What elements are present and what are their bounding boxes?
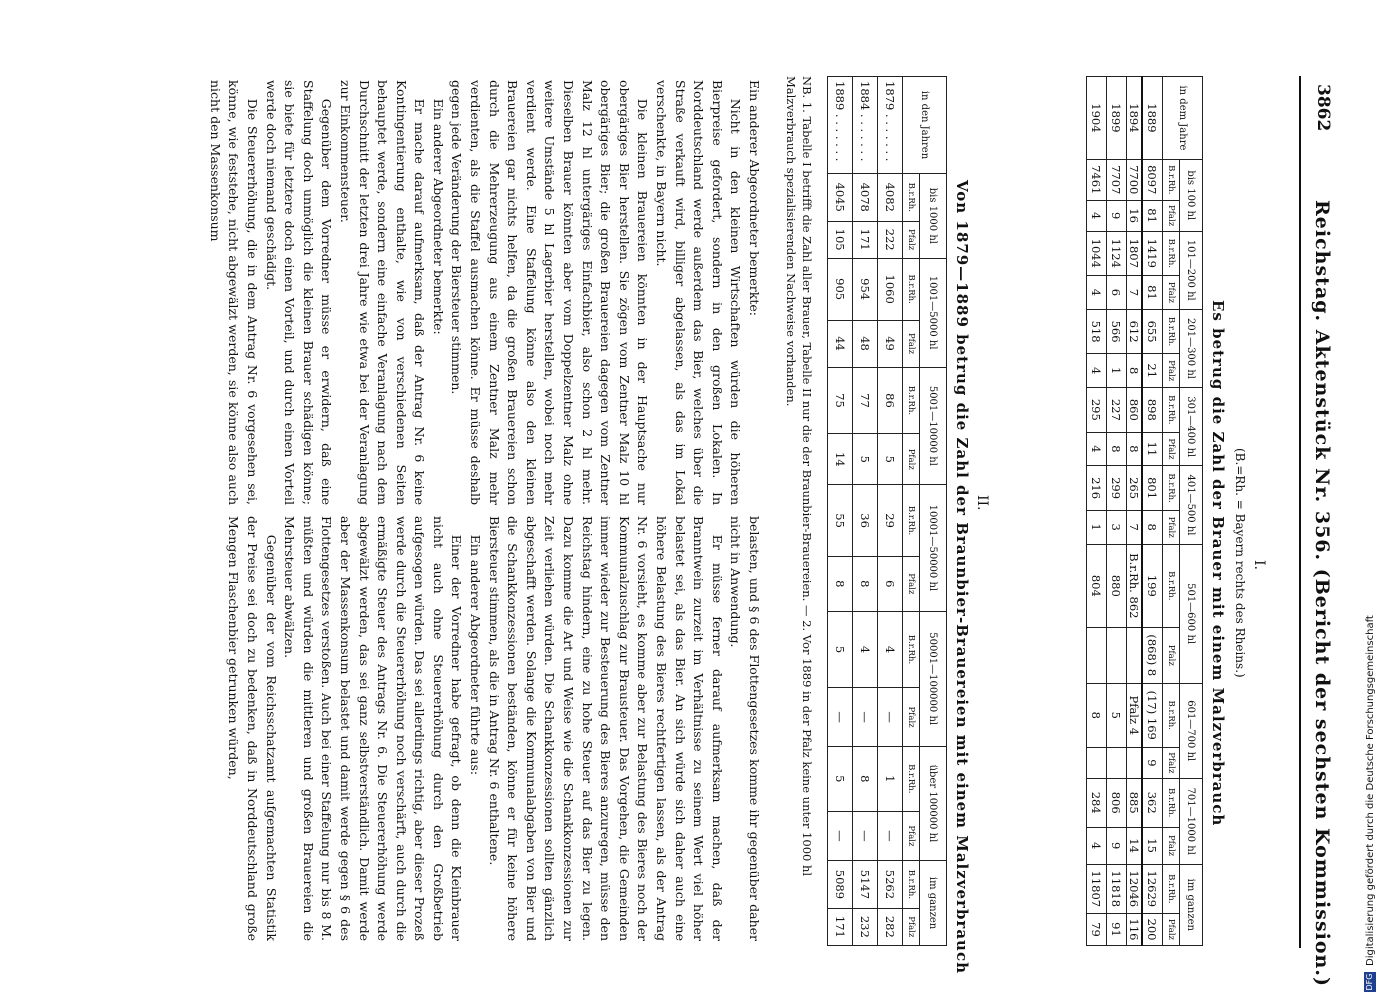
table-cell: 7700 [1127, 159, 1143, 200]
table-cell: 655 [1142, 309, 1163, 353]
section-1-title: Es betrug die Zahl der Brauer mit einem Malzverbrauch [1209, 300, 1227, 827]
table-cell: 265 [1127, 466, 1143, 510]
table-cell: 5 [878, 434, 903, 485]
paragraph: Er mache darauf aufmerksam, daß der Antrag Nr. 6 keine Kontingentierung enthalte, wie von verschiedenen Seiten behauptet werde, sondern eine einfache Veranlagung nach dem Durchschnitt der letzten drei Jahre wie etwa bei der Veranlagung zur Einkommensteuer. [337, 80, 428, 505]
digitization-credit-text: Digitalisierung gefördert durch die Deutsche Forschungsgemeinschaft [1365, 615, 1376, 966]
table-cell: 8 [1087, 683, 1107, 747]
table-cell: 105 [828, 221, 853, 258]
table-cell: 612 [1127, 309, 1143, 353]
subheader-pfalz: Pfalz [903, 688, 920, 746]
subheader-bayern: B.r.Rh. [1163, 309, 1180, 353]
table-cell: 8 [853, 746, 878, 811]
table-cell: — [828, 688, 853, 746]
paragraph: Die Steuererhöhung, die in dem Antrag Nr. 6 vorgesehen sei, könne, wie feststehe, nicht abgewälzt werden, sie könne also auch nicht den Massenkonsum [207, 80, 260, 505]
page-number: 3862 [1313, 84, 1333, 132]
column-header-range: 301—400 hl [1180, 388, 1203, 466]
table-cell: 905 [828, 258, 853, 320]
subheader-bayern: B.r.Rh. [903, 367, 920, 434]
table-cell: 21 [1142, 354, 1163, 388]
table-cell: 282 [878, 908, 903, 945]
table-cell: 77 [853, 367, 878, 434]
column-header-range: 701—1000 hl [1180, 778, 1203, 864]
table-cell: 7707 [1107, 159, 1127, 200]
column-header-range: 10001—50000 hl [920, 485, 947, 611]
table-cell: 5 [853, 434, 878, 485]
table-cell: 5 [1107, 683, 1127, 747]
paragraph: Nicht in den kleinen Wirtschaften würden die höheren Bierpreise gefordert, sondern in den großen Lokalen. In Norddeutschland werde außerdem das Bier, welches über die Straße verkauft wird, billiger abgelassen, als das im Lokal verschenkte, in Bayern nicht. [654, 80, 744, 505]
table-cell: 36 [853, 485, 878, 557]
table-cell: 4 [853, 611, 878, 688]
table-cell: 55 [828, 485, 853, 557]
paragraph: Er müsse ferner darauf aufmerksam machen, daß der Branntwein zurzeit im Verhältnisse zu seinem Wert viel höher belastet sei, als das Bier. An sich würde sich daher auch eine höhere Belastung des Bieres rechtfertigen lassen, als der Antrag Nr. 6 vorsieht, es komme aber zur Belastung des Bieres noch der Kommunalzuschlag zur Brausteuer. Das Vorgehen, die Gemeinden immer wieder zur Besteuerung des Bieres anzuregen, müsse den Reichstag hindern, eine zu hohe Steuer auf das Bier zu legen. Dazu komme die Art und Weise wie die Schankkonzessionen zur Zeit verliehen würden. Die Schankkonzessionen sollten gänzlich abgeschafft werden. Solange die Kommunalabgaben von Bier und die Schankkonzessionen beständen, könne er für keine höhere Biersteuer stimmen, als die in Antrag Nr. 6 enthaltene. [486, 516, 725, 941]
table-cell: 295 [1087, 388, 1107, 432]
table-cell: B.r.Rh. 862 [1127, 544, 1143, 627]
subheader-pfalz: Pfalz [903, 434, 920, 485]
table-cell: 9 [1107, 827, 1127, 864]
subheader-pfalz: Pfalz [1163, 276, 1180, 310]
table-braunbier-brauereien [827, 76, 947, 946]
subheader-pfalz: Pfalz [1163, 747, 1180, 778]
table-cell: 75 [828, 367, 853, 434]
table-cell: 5089 [828, 861, 853, 909]
subheader-bayern: B.r.Rh. [1163, 466, 1180, 510]
subheader-pfalz: Pfalz [903, 908, 920, 945]
table-row [1107, 77, 1127, 946]
table-cell: 284 [1087, 778, 1107, 827]
column-header-range: 501—600 hl [1180, 544, 1203, 683]
table-cell: 11818 [1107, 864, 1127, 913]
paragraph: Gegenüber der vom Reichsschatzamt aufgemachten Statistik der Preise sei doch zu bedenken, daß in Norddeutschland große Mengen Flaschenbier getrunken würden, [226, 516, 279, 941]
table-cell: 5147 [853, 861, 878, 909]
table-cell: 232 [853, 908, 878, 945]
subheader-bayern: B.r.Rh. [903, 258, 920, 320]
table-cell: Pfalz 4 [1127, 683, 1143, 747]
table-cell: 9 [1142, 747, 1163, 778]
subheader-pfalz: Pfalz [1163, 627, 1180, 683]
row-year: 1879 . . . . . . . [878, 77, 903, 174]
subheader-bayern: B.r.Rh. [903, 174, 920, 222]
table-cell: 5262 [878, 861, 903, 909]
table-cell: — [853, 811, 878, 860]
text-column-left [205, 80, 763, 505]
paragraph: Gegenüber dem Vorredner müsse er erwidern, daß eine Staffelung doch unmöglich die kleinen Brauer schädigen könne; sie biete für letztere doch einen Vorteil, und durch einen Vorteil werde doch niemand geschädigt. [263, 80, 335, 505]
table-cell: 86 [878, 367, 903, 434]
table-cell: 8 [1127, 354, 1143, 388]
subheader-bayern: B.r.Rh. [1163, 544, 1180, 627]
column-header-year: in den Jahren [903, 77, 947, 174]
column-header-range: 1001—5000 hl [920, 258, 947, 367]
table-cell: 880 [1107, 544, 1127, 627]
subheader-pfalz: Pfalz [1163, 510, 1180, 544]
table-cell: 222 [878, 221, 903, 258]
table-cell: 4 [1087, 276, 1107, 310]
table-cell: 49 [878, 320, 903, 367]
table-cell: 1 [1087, 510, 1107, 544]
table-cell: 898 [1142, 388, 1163, 432]
table-cell: 8 [1127, 432, 1143, 466]
row-year: 1904 [1087, 77, 1107, 160]
column-header-range: 201—300 hl [1180, 309, 1203, 387]
table-cell: 4 [1087, 200, 1107, 231]
table-cell: 16 [1127, 200, 1143, 231]
table-cell: 171 [828, 908, 853, 945]
table-cell: — [853, 688, 878, 746]
subheader-bayern: B.r.Rh. [903, 611, 920, 688]
table-cell: 7461 [1087, 159, 1107, 200]
column-header-range: 50001—100000 hl [920, 611, 947, 746]
column-header-year: in dem Jahre [1163, 77, 1203, 160]
subheader-bayern: B.r.Rh. [1163, 683, 1180, 747]
table-cell: 518 [1087, 309, 1107, 353]
paragraph: Ein anderer Abgeordneter bemerkte: [747, 80, 762, 316]
table-cell [1127, 747, 1143, 778]
table-row [853, 77, 878, 946]
subheader-pfalz: Pfalz [1163, 432, 1180, 466]
table-cell: 362 [1142, 778, 1163, 827]
section-1-note: (B.=Rh. = Bayern rechts des Rheins.) [1233, 448, 1247, 678]
subheader-pfalz: Pfalz [1163, 354, 1180, 388]
table-cell: 11 [1142, 432, 1163, 466]
table-cell [1087, 627, 1107, 683]
table-row [878, 77, 903, 946]
table-cell: 299 [1107, 466, 1127, 510]
table-cell: 8 [1142, 510, 1163, 544]
paragraph: Einer der Vorredner habe gefragt, ob denn die Kleinbrauer nicht auch ohne Steuererhöhung durch den Großbetrieb aufgesogen würden. Das sei allerdings richtig, aber dieser Prozeß werde durch die Steuererhöhung noch verschärft, auch durch die ermäßigte Steuer des Antrags Nr. 6. Die Steuererhöhung werde abgewälzt werden, das sei ganz selbstverständlich. Damit werde aber der Massenkonsum belastet und damit werde gegen § 6 des Flottengesetzes verstoßen. Auch bei einer Staffelung nur bis 8 M. müßten und würden die mittleren und großen Brauereien die Mehrsteuer abwälzen. [282, 516, 465, 941]
table-cell: 4 [878, 611, 903, 688]
table-cell: 3 [1107, 510, 1127, 544]
table-cell: 29 [878, 485, 903, 557]
row-year: 1899 [1107, 77, 1127, 160]
subheader-pfalz: Pfalz [1163, 200, 1180, 231]
section-2-numeral: II. [974, 495, 990, 511]
table-cell: 4045 [828, 174, 853, 222]
column-header-range: bis 100 hl [1180, 159, 1203, 231]
table-cell: 7 [1127, 510, 1143, 544]
table-brauer-malzverbrauch [1086, 76, 1203, 946]
table-row [1142, 77, 1163, 946]
table-cell: 4 [1087, 827, 1107, 864]
paragraph: Ein anderer Abgeordneter führte aus: [468, 534, 484, 776]
subheader-pfalz: Pfalz [903, 221, 920, 258]
table-row [1127, 77, 1143, 946]
dfg-logo-icon: DFG [1365, 973, 1374, 991]
subheader-pfalz: Pfalz [1163, 913, 1180, 945]
subheader-bayern: B.r.Rh. [903, 861, 920, 909]
table-cell: 5 [828, 611, 853, 688]
table-cell: 44 [828, 320, 853, 367]
table-cell: 79 [1087, 913, 1107, 945]
table-cell: 1 [1107, 354, 1127, 388]
table-cell [1127, 627, 1143, 683]
paragraph: Ein anderer Abgeordneter bemerkte: [430, 98, 446, 335]
table-cell: 81 [1142, 276, 1163, 310]
table-cell: 7 [1127, 276, 1143, 310]
header-rule [1299, 76, 1301, 948]
table-cell [1107, 747, 1127, 778]
subheader-pfalz: Pfalz [903, 320, 920, 367]
table-cell [1087, 747, 1107, 778]
row-year: 1889 . . . . . . . [828, 77, 853, 174]
table-cell: 14 [828, 434, 853, 485]
table-cell: 8 [853, 556, 878, 611]
table-cell: 199 [1142, 544, 1163, 627]
column-header-range: 101—200 hl [1180, 231, 1203, 309]
column-header-range: 401—500 hl [1180, 466, 1203, 544]
row-year: 1884 . . . . . . . [853, 77, 878, 174]
running-title: Reichstag. Aktenstück Nr. 356. (Bericht der sechsten Kommission.) [1311, 200, 1333, 987]
digitization-credit [1364, 615, 1376, 992]
table-cell: 1807 [1127, 231, 1143, 275]
row-year: 1894 [1127, 77, 1143, 160]
table-cell: 6 [1107, 276, 1127, 310]
subheader-pfalz: Pfalz [903, 811, 920, 860]
column-header-range: bis 1000 hl [920, 174, 947, 259]
table-cell: 4082 [878, 174, 903, 222]
table-cell: 954 [853, 258, 878, 320]
table-cell: 12046 [1127, 864, 1143, 913]
column-header-range: im ganzen [1180, 864, 1203, 945]
subheader-bayern: B.r.Rh. [903, 746, 920, 811]
table-cell: 1 [878, 746, 903, 811]
table-cell [1107, 627, 1127, 683]
subheader-pfalz: Pfalz [903, 556, 920, 611]
column-header-range: 5001—10000 hl [920, 367, 947, 485]
column-header-range: 601—700 hl [1180, 683, 1203, 778]
table-cell: 806 [1107, 778, 1127, 827]
table-cell: 4 [1087, 432, 1107, 466]
table-cell: — [828, 811, 853, 860]
table-cell: 1060 [878, 258, 903, 320]
table-cell: — [878, 811, 903, 860]
table-cell: 1124 [1107, 231, 1127, 275]
subheader-pfalz: Pfalz [1163, 827, 1180, 864]
section-2-title: Von 1879—1889 betrug die Zahl der Braunbier-Brauereien mit einem Malzverbrauch [953, 180, 971, 974]
table-cell: 11807 [1087, 864, 1107, 913]
table-row [1087, 77, 1107, 946]
table-row [828, 77, 853, 946]
subheader-bayern: B.r.Rh. [1163, 388, 1180, 432]
table-cell: 9 [1107, 200, 1127, 231]
table-cell: 15 [1142, 827, 1163, 864]
table-cell: 171 [853, 221, 878, 258]
table-cell: 81 [1142, 200, 1163, 231]
table-cell: 12629 [1142, 864, 1163, 913]
subheader-bayern: B.r.Rh. [1163, 159, 1180, 200]
table-cell: 8097 [1142, 159, 1163, 200]
column-header-range: im ganzen [920, 861, 947, 946]
subheader-bayern: B.r.Rh. [1163, 864, 1180, 913]
table-cell: 801 [1142, 466, 1163, 510]
table-cell: (868) 8 [1142, 627, 1163, 683]
table-cell: 116 [1127, 913, 1143, 945]
table-cell: 1044 [1087, 231, 1107, 275]
table-cell: 8 [1107, 432, 1127, 466]
table-cell: (17) 169 [1142, 683, 1163, 747]
table-cell: 885 [1127, 778, 1143, 827]
table-cell: 6 [878, 556, 903, 611]
column-header-range: über 100000 hl [920, 746, 947, 860]
paragraph: Die kleinen Brauereien könnten in der Hauptsache nur obergäriges Bier herstellen. Sie zögen vom Zentner Malz 10 hl obergäriges Bier; die großen Brauereien dagegen vom Zentner Malz 12 hl untergäriges Einfachbier, also schon 2 hl mehr. Dieselben Brauer könnten aber vom Doppelzentner Malz ohne weitere Umstände 5 hl Lagerbier herstellen, wobei noch mehr verdient werde. Eine Staffelung könne also den kleinen Brauereien gar nichts helfen, da die großen Brauereien schon durch die Mehrerzeugung aus einem Zentner Malz mehr verdienten, als die Staffel ausmachen könne. Er müsse deshalb gegen jede Veränderung der Biersteuer stimmen. [449, 80, 651, 505]
subheader-bayern: B.r.Rh. [1163, 778, 1180, 827]
table-cell: — [878, 688, 903, 746]
subheader-bayern: B.r.Rh. [903, 485, 920, 557]
table-cell: 804 [1087, 544, 1107, 627]
section-1-numeral: I. [1251, 560, 1267, 570]
table-cell: 860 [1127, 388, 1143, 432]
table-cell: 216 [1087, 466, 1107, 510]
row-year: 1889 [1142, 77, 1163, 160]
table-cell: 4 [1087, 354, 1107, 388]
table-footnote: NB. 1. Tabelle I betrifft die Zahl aller Brauer, Tabelle II nur die der Braunbier-Brauereien. — 2. Vor 1889 in der Pfalz keine unter 1000 hl Malzverbrauch spezialisierenden Nachweise vorhanden. [784, 76, 814, 877]
subheader-bayern: B.r.Rh. [1163, 231, 1180, 275]
table-cell: 4078 [853, 174, 878, 222]
table-cell: 1419 [1142, 231, 1163, 275]
table-cell: 14 [1127, 827, 1143, 864]
table-cell: 91 [1107, 913, 1127, 945]
table-cell: 227 [1107, 388, 1127, 432]
text-column-right [224, 516, 763, 941]
paragraph: belasten, und § 6 des Flottengesetzes komme ihr gegenüber daher nicht in Anwendung. [728, 516, 762, 941]
table-cell: 5 [828, 746, 853, 811]
table-cell: 48 [853, 320, 878, 367]
table-cell: 8 [828, 556, 853, 611]
table-cell: 200 [1142, 913, 1163, 945]
table-cell: 566 [1107, 309, 1127, 353]
